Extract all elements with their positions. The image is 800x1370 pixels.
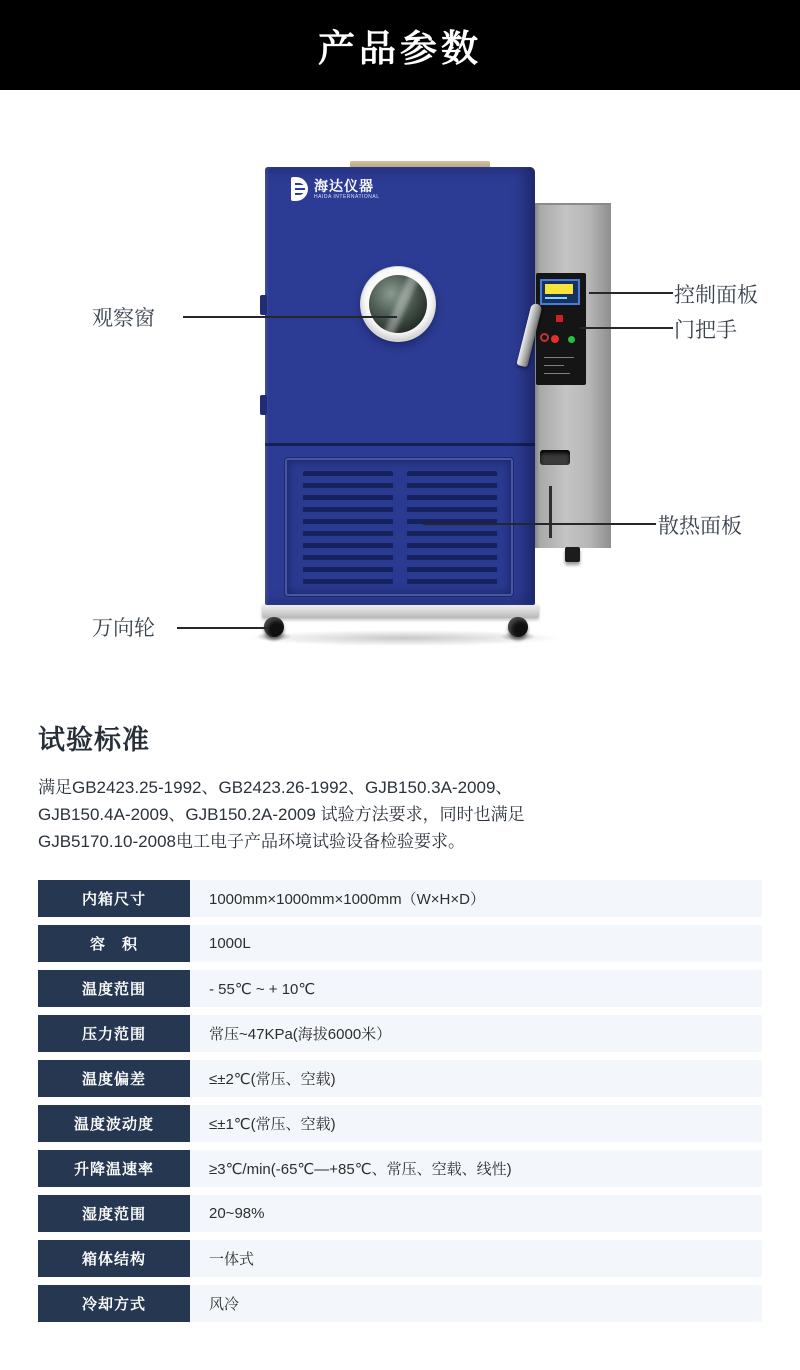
callout-line: [580, 327, 673, 329]
spec-row: [38, 1015, 762, 1052]
spec-row: [38, 1195, 762, 1232]
spec-value: 一体式: [190, 1240, 762, 1277]
spec-label: 温度波动度: [38, 1105, 190, 1142]
spec-value: ≤±2℃(常压、空载): [190, 1060, 762, 1097]
haida-logo-icon: [291, 177, 308, 201]
callout-line: [423, 523, 656, 525]
vent-slats-right: [407, 471, 497, 585]
spec-value: 1000L: [190, 925, 762, 962]
page-title: 产品参数: [318, 28, 482, 69]
vent-slats-left: [303, 471, 393, 585]
spec-row: [38, 1150, 762, 1187]
spec-row: [38, 970, 762, 1007]
callout-control-panel: 控制面板: [674, 284, 758, 307]
spec-label: 升降温速率: [38, 1150, 190, 1187]
console-green-button: [568, 336, 575, 343]
callout-line: [183, 316, 397, 318]
spec-row: [38, 1105, 762, 1142]
spec-label: 容 积: [38, 925, 190, 962]
standards-line: 满足GB2423.25-1992、GB2423.26-1992、GJB150.3A-2009、: [38, 778, 513, 797]
machine-base: [262, 604, 539, 618]
standards-line: GJB5170.10-2008电工电子产品环境试验设备检验要求。: [38, 832, 465, 851]
spec-label: 内箱尺寸: [38, 880, 190, 917]
console-ring: [540, 333, 549, 342]
callout-line: [589, 292, 673, 294]
callout-caster: 万向轮: [92, 617, 155, 640]
callout-observation-window: 观察窗: [92, 307, 155, 330]
standards-heading: 试验标准: [38, 725, 150, 755]
spec-label: 冷却方式: [38, 1285, 190, 1322]
spec-label: 箱体结构: [38, 1240, 190, 1277]
glass-glint: [383, 275, 421, 333]
door-hinge: [260, 395, 267, 415]
window-glass: [369, 275, 427, 333]
brand-name: 海达仪器: [314, 177, 374, 194]
spec-label: 压力范围: [38, 1015, 190, 1052]
side-foot: [565, 547, 580, 562]
spec-value: ≤±1℃(常压、空载): [190, 1105, 762, 1142]
spec-row: [38, 1285, 762, 1322]
console-marking: [544, 373, 570, 374]
spec-row: [38, 1240, 762, 1277]
spec-value: 常压~47KPa(海拔6000米）: [190, 1015, 762, 1052]
side-vent-slot: [540, 450, 570, 465]
brand-subtitle: HAIDA INTERNATIONAL: [314, 193, 380, 200]
spec-row: [38, 1060, 762, 1097]
callout-heat-panel: 散热面板: [658, 515, 742, 538]
controller-screen: [540, 279, 580, 305]
observation-window: [361, 267, 435, 341]
door-hinge: [260, 295, 267, 315]
screen-display: [545, 284, 573, 294]
heat-dissipation-panel: [285, 458, 513, 596]
console-red-button: [551, 335, 559, 343]
standards-line: GJB150.4A-2009、GJB150.2A-2009 试验方法要求，同时也满足: [38, 805, 525, 824]
screen-line: [545, 297, 567, 299]
control-console: [536, 273, 586, 385]
spec-value: 1000mm×1000mm×1000mm（W×H×D）: [190, 880, 762, 917]
product-figure: [0, 90, 800, 700]
spec-label: 温度偏差: [38, 1060, 190, 1097]
console-marking: [544, 357, 574, 358]
spec-value: - 55℃ ~ + 10℃: [190, 970, 762, 1007]
machine-body: [265, 167, 535, 605]
content-section: [0, 718, 800, 1322]
spec-label: 温度范围: [38, 970, 190, 1007]
spec-value: 20~98%: [190, 1195, 762, 1232]
spec-table: [38, 880, 762, 1322]
spec-row: [38, 925, 762, 962]
spec-label: 湿度范围: [38, 1195, 190, 1232]
spec-value: 风冷: [190, 1285, 762, 1322]
spec-row: [38, 880, 762, 917]
console-marking: [544, 365, 564, 366]
side-seam: [549, 486, 552, 538]
callout-door-handle: 门把手: [674, 319, 737, 342]
callout-line: [177, 627, 269, 629]
standards-paragraph: [38, 774, 762, 855]
door-seam: [265, 443, 535, 446]
console-button: [556, 315, 563, 322]
spec-value: ≥3℃/min(-65℃—+85℃、常压、空载、线性): [190, 1150, 762, 1187]
brand-logo: [291, 177, 380, 201]
section-banner: [0, 0, 800, 90]
caster-right: [508, 617, 528, 637]
